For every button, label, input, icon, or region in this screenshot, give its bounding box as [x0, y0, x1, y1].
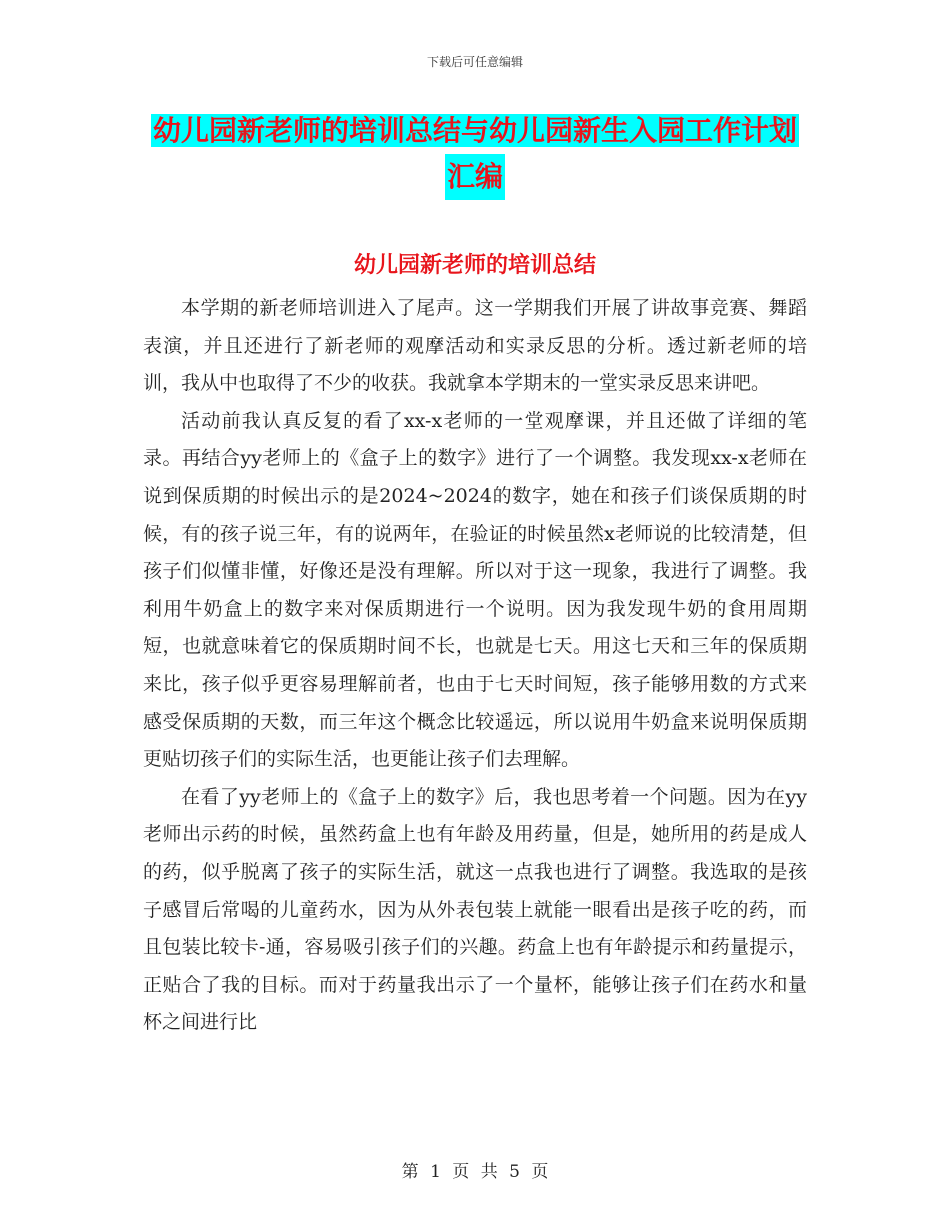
- document-body: [143, 290, 807, 1042]
- header-note: 下载后可任意编辑: [426, 55, 523, 69]
- section-title: 幼儿园新老师的培训总结: [353, 252, 596, 278]
- paragraph: 活动前我认真反复的看了xx-x老师的一堂观摩课，并且还做了详细的笔录。再结合yy老师上的《盒子上的数字》进行了一个调整。我发现xx-x老师在说到保质期的时候出示的是2024~2024的数字，她在和孩子们谈保质期的时候，有的孩子说三年，有的说两年，在验证的时候虽然x老师说的比较清楚，但孩子们似懂非懂，好像还是没有理解。所以对于这一现象，我进行了调整。我利用牛奶盒上的数字来对保质期进行一个说明。因为我发现牛奶的食用周期短，也就意味着它的保质期时间不长，也就是七天。用这七天和三年的保质期来比，孩子似乎更容易理解前者，也由于七天时间短，孩子能够用数的方式来感受保质期的天数，而三年这个概念比较遥远，所以说用牛奶盒来说明保质期更贴切孩子们的实际生活，也更能让孩子们去理解。: [143, 409, 807, 771]
- paragraph: 在看了yy老师上的《盒子上的数字》后，我也思考着一个问题。因为在yy老师出示药的时候，虽然药盒上也有年龄及用药量，但是，她所用的药是成人的药，似乎脱离了孩子的实际生活，就这一点我也进行了调整。我选取的是孩子感冒后常喝的儿童药水，因为从外表包装上就能一眼看出是孩子吃的药，而且包装比较卡-通，容易吸引孩子们的兴趣。药盒上也有年龄提示和药量提示，正贴合了我的目标。而对于药量我出示了一个量杯，能够让孩子们在药水和量杯之间进行比: [143, 785, 807, 1034]
- page-footer: 第 1 页 共 5 页: [401, 1162, 549, 1182]
- paragraph: 本学期的新老师培训进入了尾声。这一学期我们开展了讲故事竞赛、舞蹈表演，并且还进行了新老师的观摩活动和实录反思的分析。透过新老师的培训，我从中也取得了不少的收获。我就拿本学期末的一堂实录反思来讲吧。: [143, 297, 807, 395]
- document-title-line2: 汇编: [445, 154, 505, 200]
- document-title: [0, 108, 950, 200]
- document-title-line1: 幼儿园新老师的培训总结与幼儿园新生入园工作计划: [152, 114, 797, 147]
